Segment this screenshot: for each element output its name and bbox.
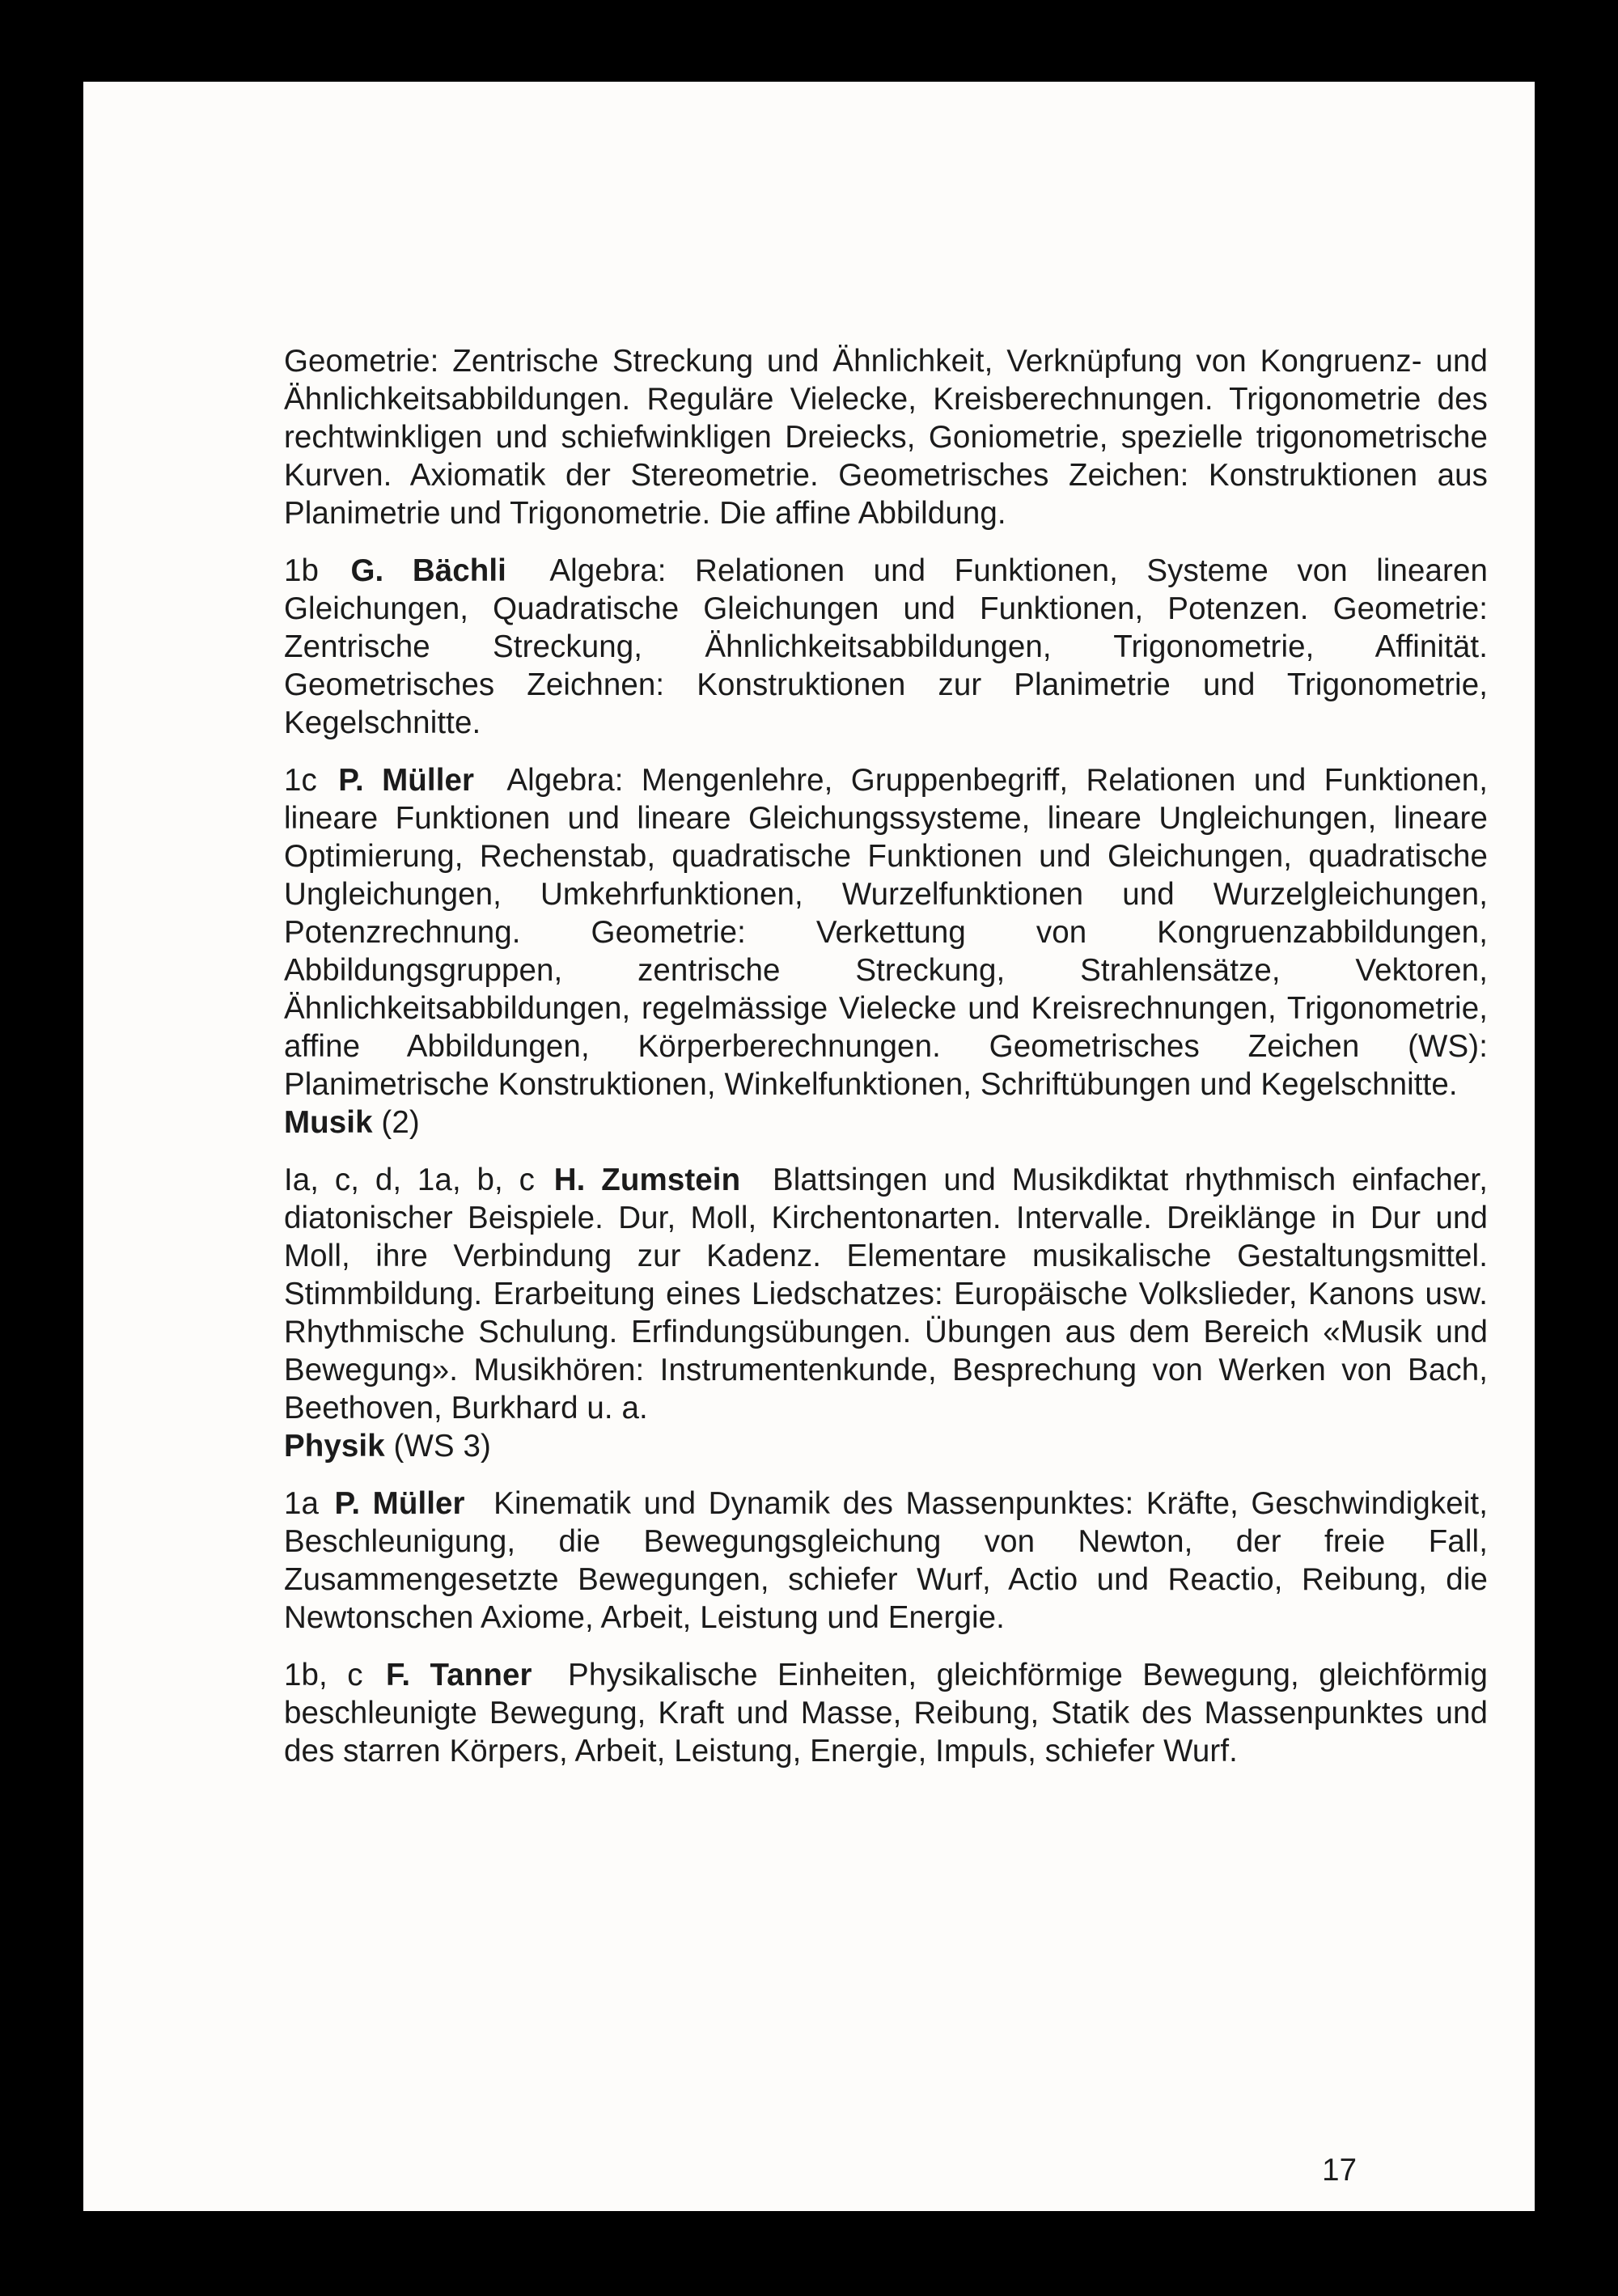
teacher-name: P. Müller xyxy=(334,1486,465,1521)
music-heading xyxy=(284,1104,1488,1142)
entry-text: Kinematik und Dynamik des Massenpunktes: Kräfte, Geschwindigkeit, Beschleunigung, die Bewegungsgleichung von Newton, der freie Fall, Zusammengesetzte Bewegungen, schiefer Wurf, Actio und Reactio, Reibung, die Newtonschen Axiome, Arbeit, Leistung und Energie. xyxy=(284,1486,1489,1635)
math-1b-entry xyxy=(284,552,1488,742)
math-1c-entry xyxy=(284,761,1488,1104)
teacher-name: F. Tanner xyxy=(385,1658,532,1692)
physics-heading xyxy=(284,1427,1488,1465)
subject-hours: (WS 3) xyxy=(393,1429,491,1464)
document-page xyxy=(83,82,1535,2211)
physics-1bc-entry xyxy=(284,1656,1488,1770)
entry-text: Algebra: Mengenlehre, Gruppenbegriff, Relationen und Funktionen, lineare Funktionen und lineare Gleichungssysteme, lineare Ungleichungen, lineare Optimierung, Rechenstab, quadratische Funktionen und Gleichungen, quadratische Ungleichungen, Umkehrfunktionen, Wurzelfunktionen und Wurzelgleichungen, Potenzrechnung. Geometrie: Verkettung von Kongruenzabbildungen, Abbildungsgruppen, zentrische Streckung, Strahlensätze, Vektoren, Ähnlichkeitsabbildungen, regelmässige Vielecke und Kreisrechnungen, Trigonometrie, affine Abbildungen, Körperberechnungen. Geometrisches Zeichen (WS): Planimetrische Konstruktionen, Winkelfunktionen, Schriftübungen und Kegelschnitte. xyxy=(284,763,1489,1102)
geometry-paragraph: Geometrie: Zentrische Streckung und Ähnlichkeit, Verknüpfung von Kongruenz- und Ähnlichkeitsabbildungen. Reguläre Vielecke, Kreisberechnungen. Trigonometrie des rechtwinkligen und schiefwinkligen Dreiecks, Goniometrie, spezielle trigonometrische Kurven. Axiomatik der Stereometrie. Geometrisches Zeichen: Konstruktionen aus Planimetrie und Trigonometrie. Die affine Abbildung. xyxy=(284,344,1488,531)
page-number: 17 xyxy=(1322,2153,1357,2188)
teacher-name: G. Bächli xyxy=(350,553,506,588)
page-content xyxy=(284,342,1488,1770)
class-label: 1b xyxy=(284,553,320,588)
physics-1a-entry xyxy=(284,1485,1488,1637)
entry-text: Algebra: Relationen und Funktionen, Systeme von linearen Gleichungen, Quadratische Gleichungen und Funktionen, Potenzen. Geometrie: Zentrische Streckung, Ähnlichkeitsabbildungen, Trigonometrie, Affinität. Geometrisches Zeichnen: Konstruktionen zur Planimetrie und Trigonometrie, Kegelschnitte. xyxy=(284,553,1488,740)
subject-title: Musik xyxy=(284,1105,373,1140)
subject-title: Physik xyxy=(284,1429,385,1464)
class-label: 1a xyxy=(284,1486,320,1521)
entry-text: Blattsingen und Musikdiktat rhythmisch einfacher, diatonischer Beispiele. Dur, Moll, Kirchentonarten. Intervalle. Dreiklänge in Dur und Moll, ihre Verbindung zur Kadenz. Elementare musikalische Gestaltungsmittel. Stimmbildung. Erarbeitung eines Liedschatzes: Europäische Volkslieder, Kanons usw. Rhythmische Schulung. Erfindungsübungen. Übungen aus dem Bereich «Musik und Bewegung». Musikhören: Instrumentenkunde, Besprechung von Werken von Bach, Beethoven, Burkhard u. a. xyxy=(284,1163,1489,1425)
teacher-name: H. Zumstein xyxy=(553,1163,741,1197)
teacher-name: P. Müller xyxy=(338,763,475,798)
class-label: Ia, c, d, 1a, b, c xyxy=(284,1163,535,1197)
class-label: 1b, c xyxy=(284,1658,363,1692)
subject-hours: (2) xyxy=(381,1105,420,1140)
music-entry xyxy=(284,1161,1488,1427)
entry-text: Physikalische Einheiten, gleichförmige Bewegung, gleichförmig beschleunigte Bewegung, Kraft und Masse, Reibung, Statik des Massenpunktes und des starren Körpers, Arbeit, Leistung, Energie, Impuls, schiefer Wurf. xyxy=(284,1658,1489,1769)
class-label: 1c xyxy=(284,763,317,798)
